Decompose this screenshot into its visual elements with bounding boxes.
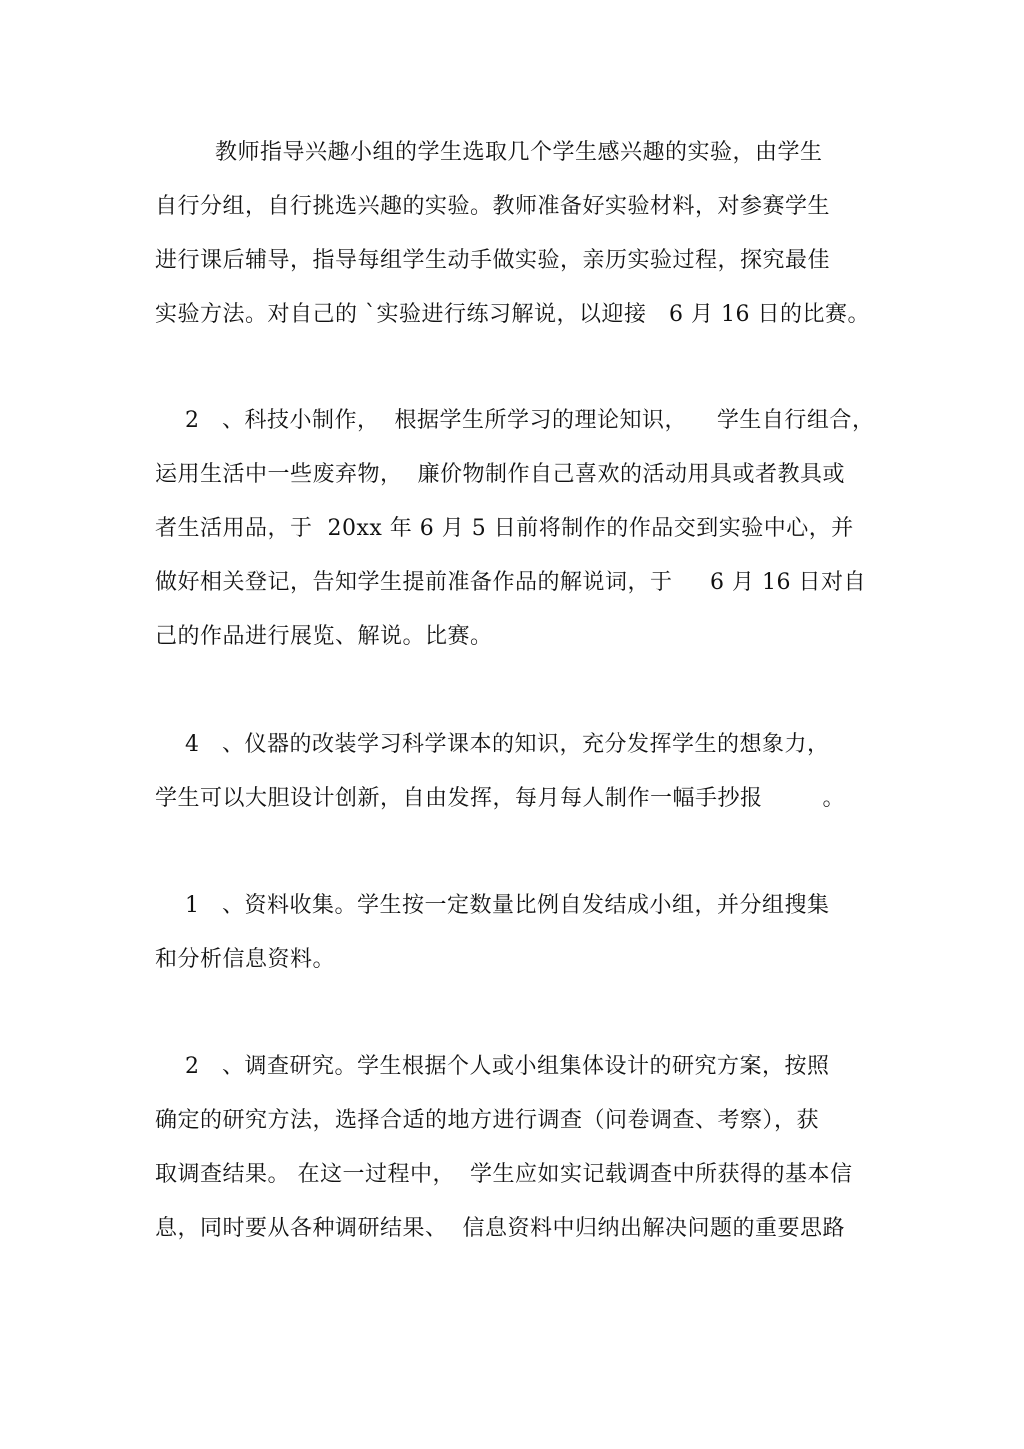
paragraph-4-line-1: 1 、资料收集。学生按一定数量比例自发结成小组，并分组搜集	[185, 893, 830, 918]
paragraph-2-line-1: 2 、科技小制作， 根据学生所学习的理论知识， 学生自行组合，	[185, 408, 875, 433]
paragraph-1-line-3: 进行课后辅导，指导每组学生动手做实验，亲历实验过程，探究最佳	[155, 248, 831, 273]
paragraph-4-line-2: 和分析信息资料。	[155, 947, 336, 972]
paragraph-2-line-4: 做好相关登记，告知学生提前准备作品的解说词，于 6 月 16 日对自	[155, 570, 866, 595]
paragraph-1-line-2: 自行分组，自行挑选兴趣的实验。教师准备好实验材料，对参赛学生	[155, 194, 831, 219]
paragraph-1-line-4: 实验方法。对自己的 `实验进行练习解说，以迎接 6 月 16 日的比赛。	[155, 302, 870, 327]
paragraph-5-line-3: 取调查结果。 在这一过程中， 学生应如实记载调查中所获得的基本信	[155, 1162, 853, 1187]
paragraph-2-line-3: 者生活用品，于 20xx 年 6 月 5 日前将制作的作品交到实验中心，并	[155, 516, 854, 541]
paragraph-2-line-5: 己的作品进行展览、解说。比赛。	[155, 624, 493, 649]
paragraph-3-line-1: 4 、仪器的改装学习科学课本的知识，充分发挥学生的想象力，	[185, 732, 830, 757]
paragraph-2-line-2: 运用生活中一些废弃物， 廉价物制作自己喜欢的活动用具或者教具或	[155, 462, 845, 487]
paragraph-3-line-2: 学生可以大胆设计创新，自由发挥，每月每人制作一幅手抄报 。	[155, 786, 845, 811]
paragraph-5-line-2: 确定的研究方法，选择合适的地方进行调查（问卷调查、考察），获	[155, 1108, 820, 1133]
paragraph-5-line-1: 2 、调查研究。学生根据个人或小组集体设计的研究方案，按照	[185, 1054, 830, 1079]
paragraph-5-line-4: 息，同时要从各种调研结果、 信息资料中归纳出解决问题的重要思路	[155, 1216, 845, 1241]
paragraph-1-line-1: 教师指导兴趣小组的学生选取几个学生感兴趣的实验，由学生	[215, 140, 823, 165]
